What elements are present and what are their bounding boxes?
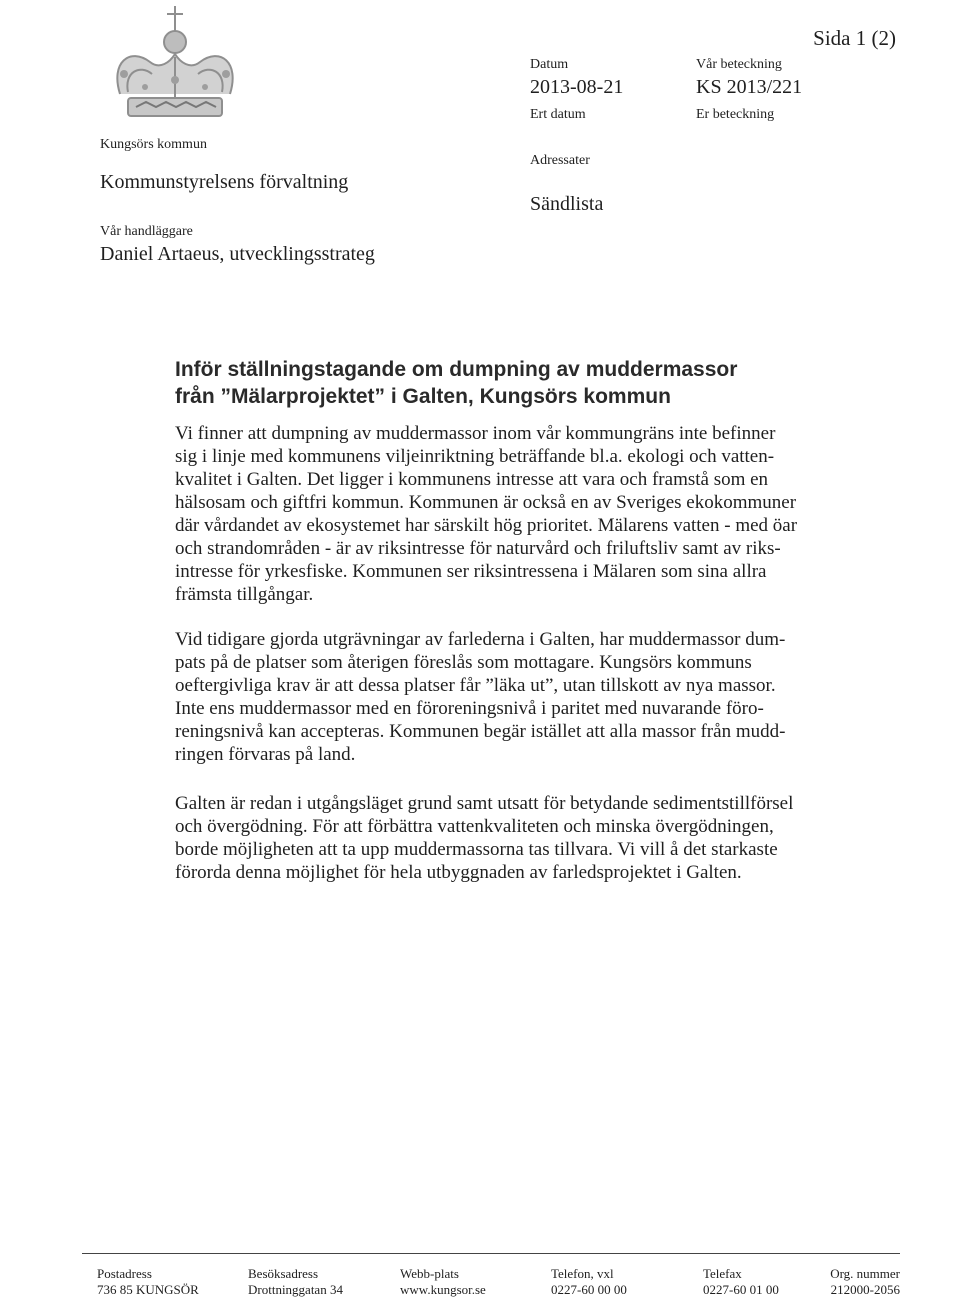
recipients-value: Sändlista	[530, 193, 604, 215]
text-line: sig i linje med kommunens viljeinriktning beträffande bl.a. ekologi och vatten-	[175, 446, 775, 467]
footer-divider	[82, 1253, 900, 1254]
footer-visit	[248, 1266, 343, 1298]
text-line: förorda denna möjlighet för hela utbyggnaden av farledsprojektet i Galten.	[175, 862, 742, 883]
footer-web	[400, 1266, 486, 1298]
department-name: Kommunstyrelsens förvaltning	[100, 171, 349, 193]
date-value: 2013-08-21	[530, 76, 624, 98]
footer-postal	[97, 1266, 199, 1298]
text-line: Inte ens muddermassor med en föroreningsnivå i paritet med nuvarande föro-	[175, 698, 764, 719]
text-line: hälsosam och giftfri kommun. Kommunen är också en av Sveriges ekokommuner	[175, 492, 797, 513]
footer-fax	[703, 1266, 779, 1298]
text-line: och strandområden - är av riksintresse för naturvård och friluftsliv samt av riks-	[175, 538, 781, 559]
text-line: oeftergivliga krav är att dessa platser får ”läka ut”, utan tillskott av nya massor.	[175, 675, 776, 696]
footer-visit-label: Besöksadress	[248, 1266, 319, 1281]
text-line: intresse för yrkesfiske. Kommunen ser riksintressena i Mälaren som sina allra	[175, 561, 767, 582]
footer-phone	[551, 1266, 627, 1298]
title-line-2: från ”Mälarprojektet” i Galten, Kungsörs kommun	[175, 385, 671, 408]
text-line: Vi finner att dumpning av muddermassor inom vår kommungräns inte befinner	[175, 423, 776, 444]
footer-fax-label: Telefax	[703, 1266, 742, 1281]
municipality-logo	[100, 2, 250, 126]
footer-postal-value: 736 85 KUNGSÖR	[97, 1282, 199, 1297]
footer-phone-value: 0227-60 00 00	[551, 1282, 627, 1297]
handler-label: Vår handläggare	[100, 224, 193, 239]
paragraph-2	[175, 628, 875, 766]
footer-org-label: Org. nummer	[830, 1266, 900, 1281]
text-line: Galten är redan i utgångsläget grund samt utsatt för betydande sedimentstillförsel	[175, 793, 794, 814]
page-number: Sida 1 (2)	[813, 26, 896, 50]
text-line: Vid tidigare gjorda utgrävningar av farlederna i Galten, har muddermassor dum-	[175, 629, 786, 650]
our-reference-label: Vår beteckning	[696, 57, 782, 72]
your-date-label: Ert datum	[530, 107, 586, 122]
footer-visit-value: Drottninggatan 34	[248, 1282, 343, 1297]
text-line: borde möjligheten att ta upp muddermassorna tas tillvara. Vi vill å det starkaste	[175, 839, 778, 860]
paragraph-1	[175, 422, 875, 606]
text-line: reningsnivå kan accepteras. Kommunen begär istället att alla massor från mudd-	[175, 721, 786, 742]
your-reference-label: Er beteckning	[696, 107, 775, 122]
footer-fax-value: 0227-60 01 00	[703, 1282, 779, 1297]
text-line: kvalitet i Galten. Det ligger i kommunens intresse att vara och framstå som en	[175, 469, 769, 490]
text-line: pats på de platser som återigen föreslås som mottagare. Kungsörs kommuns	[175, 652, 752, 673]
municipality-name: Kungsörs kommun	[100, 137, 207, 152]
our-reference-value: KS 2013/221	[696, 76, 803, 98]
text-line: och övergödning. För att förbättra vattenkvaliteten och minska övergödningen,	[175, 816, 774, 837]
date-label: Datum	[530, 57, 569, 72]
footer-web-label: Webb-plats	[400, 1266, 459, 1281]
footer-org	[826, 1266, 900, 1298]
text-line: främsta tillgångar.	[175, 584, 314, 605]
text-line: ringen förvaras på land.	[175, 744, 356, 765]
text-line: där vårdandet av ekosystemet har särskilt hög prioritet. Mälarens vatten - med öar	[175, 515, 798, 536]
footer-web-link[interactable]: www.kungsor.se	[400, 1282, 486, 1297]
footer-phone-label: Telefon, vxl	[551, 1266, 614, 1281]
crown-icon	[100, 2, 250, 126]
title-line-1: Inför ställningstagande om dumpning av muddermassor	[175, 358, 738, 381]
footer-postal-label: Postadress	[97, 1266, 152, 1281]
recipients-label: Adressater	[530, 153, 590, 168]
handler-name: Daniel Artaeus, utvecklingsstrateg	[100, 243, 375, 265]
footer-org-value: 212000-2056	[830, 1282, 900, 1297]
document-title	[175, 356, 895, 410]
paragraph-3	[175, 792, 875, 884]
